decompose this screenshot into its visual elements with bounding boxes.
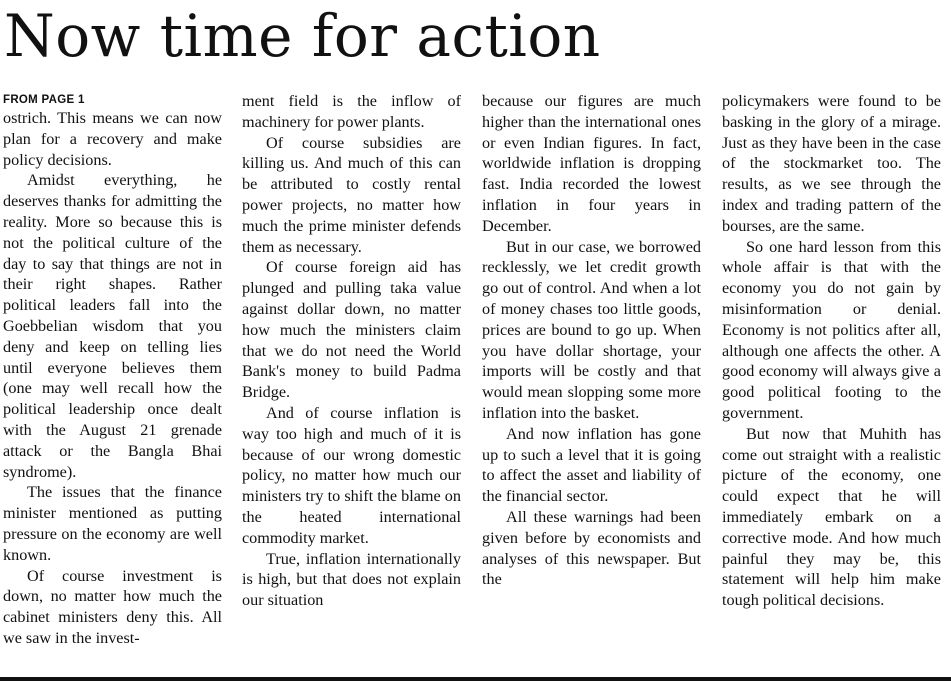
paragraph: True, inflation internationally is high, but that does not explain our situation	[242, 549, 461, 610]
paragraph: All these warnings had been given before by economists and analyses of this newspaper. But the	[482, 507, 701, 589]
article-column-2	[242, 91, 461, 611]
paragraph: Amidst everything, he deserves thanks for admitting the reality. More so because this is not the political culture of the day to say that things are not in their right shapes. Rather political leaders fall into the Goebbelian wisdom that you deny and keep on telling lies until everyone believes them (one may well recall how the political leadership once dealt with the August 21 grenade attack or the Bangla Bhai syndrome).	[3, 171, 222, 481]
article-column-1	[3, 93, 222, 649]
paragraph: Of course investment is down, no matter how much the cabinet ministers deny this. All we saw in the invest-	[3, 566, 222, 647]
paragraph: ostrich. This means we can now plan for a recovery and make policy decisions.	[3, 109, 222, 169]
headline: Now time for action	[4, 2, 601, 70]
paragraph: And now inflation has gone up to such a level that it is going to affect the asset and liability of the financial sector.	[482, 424, 701, 506]
bottom-border-rule	[0, 677, 951, 681]
paragraph: ment field is the inflow of machinery for power plants.	[242, 92, 461, 131]
continued-from-label: FROM PAGE 1	[3, 94, 85, 106]
paragraph: But in our case, we borrowed recklessly, we let credit growth go out of control. And when a lot of money chases too little goods, prices are bound to go up. When you have dollar shortage, your imports will be costly and that would mean slopping some more inflation into the basket.	[482, 237, 701, 422]
paragraph: Of course subsidies are killing us. And much of this can be attributed to costly rental power projects, no matter how much the prime minister defends them as necessary.	[242, 133, 461, 256]
paragraph: policymakers were found to be basking in the glory of a mirage. Just as they have been in the case of the stockmarket too. The results, as we see through the index and trading pattern of the bourses, are the same.	[722, 92, 941, 235]
paragraph: The issues that the finance minister mentioned as putting pressure on the economy are well known.	[3, 483, 222, 564]
article-column-3	[482, 91, 701, 590]
paragraph: because our figures are much higher than the international ones or even Indian figures. In fact, worldwide inflation is dropping fast. India recorded the lowest inflation in four years in December.	[482, 92, 701, 235]
paragraph: Of course foreign aid has plunged and pulling taka value against dollar down, no matter how much the ministers claim that we do not need the World Bank's money to build Padma Bridge.	[242, 258, 461, 402]
paragraph: But now that Muhith has come out straight with a realistic picture of the economy, one could expect that he will immediately embark on a corrective mode. And how much painful they may be, this statement will help him make tough political decisions.	[722, 424, 941, 610]
paragraph: So one hard lesson from this whole affair is that with the economy you do not gain by misinformation or denial. Economy is not politics after all, although one affects the other. A good economy will always give a good political footing to the government.	[722, 237, 941, 422]
paragraph: And of course inflation is way too high and much of it is because of our wrong domestic policy, no matter how much our ministers try to shift the blame on the heated international commodity market.	[242, 403, 461, 547]
article-column-4	[722, 91, 941, 611]
